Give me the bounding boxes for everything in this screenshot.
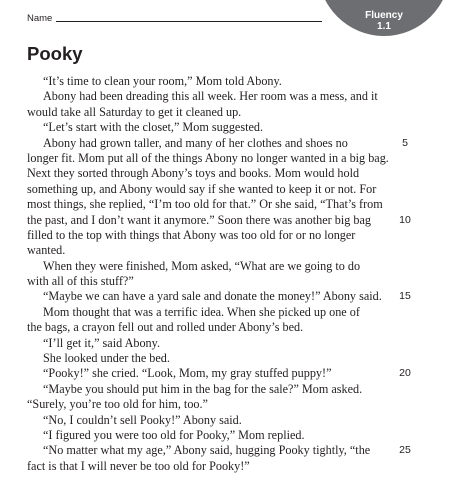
story-line-text: wanted. [27, 243, 66, 258]
story-line-text: “Pooky!” she cried. “Look, Mom, my gray stuffed puppy!” [43, 366, 332, 381]
line-number: 15 [399, 290, 411, 303]
story-line [27, 289, 447, 304]
story-line-text: “Maybe we can have a yard sale and donate the money!” Abony said. [43, 289, 382, 304]
story-line-text: “Let’s start with the closet,” Mom suggested. [43, 120, 264, 135]
story-line [27, 274, 447, 289]
story-line [27, 336, 447, 351]
story-line-text: She looked under the bed. [43, 351, 170, 366]
story-line [27, 428, 447, 443]
story-line-text: “Surely, you’re too old for him, too.” [27, 397, 208, 412]
story-line [27, 213, 447, 228]
story-line [27, 136, 447, 151]
story-line-text: something up, and Abony would say if she wanted to keep it or not. For [27, 181, 377, 196]
story-line-text: fact is that I will never be too old for Pooky!” [27, 458, 250, 473]
story-line-text: Mom thought that was a terrific idea. When she picked up one of [43, 304, 360, 319]
story-line [27, 151, 447, 166]
story-line [27, 397, 447, 412]
story-line-text: the bags, a crayon fell out and rolled under Abony’s bed. [27, 320, 304, 335]
story-line-text: “I’ll get it,” said Abony. [43, 335, 160, 350]
line-number: 20 [399, 367, 411, 380]
story-line-text: Next they sorted through Abony’s toys and books. Mom would hold [27, 166, 360, 181]
story-line [27, 182, 447, 197]
story-line-text: “Maybe you should put him in the bag for the sale?” Mom asked. [43, 381, 363, 396]
story-line-text: the past, and I don’t want it anymore.” Soon there was another big bag [27, 212, 371, 227]
story-line [27, 89, 447, 104]
story-line [27, 305, 447, 320]
story-line [27, 382, 447, 397]
story-line [27, 74, 447, 89]
story-line [27, 259, 447, 274]
story-line [27, 166, 447, 181]
story-line [27, 228, 447, 243]
story-line-text: would take all Saturday to get it cleaned up. [27, 104, 242, 119]
story-title: Pooky [27, 43, 83, 64]
story-line-text: “No matter what my age,” Abony said, hugging Pooky tightly, “the [43, 443, 371, 458]
story-text [27, 74, 447, 474]
badge-title: Fluency [365, 10, 403, 21]
line-number: 10 [399, 213, 411, 226]
story-line-text: Abony had been dreading this all week. Her room was a mess, and it [43, 89, 378, 104]
name-label: Name [27, 13, 53, 24]
story-line-text: with all of this stuff?” [27, 274, 134, 289]
story-line [27, 443, 447, 458]
story-line [27, 459, 447, 474]
line-number: 25 [399, 444, 411, 457]
story-line [27, 197, 447, 212]
story-line [27, 105, 447, 120]
story-line-text: longer fit. Mom put all of the things Abony no longer wanted in a big bag. [27, 150, 389, 165]
badge-number: 1.1 [377, 21, 391, 32]
story-line [27, 366, 447, 381]
story-line-text: “I figured you were too old for Pooky,” Mom replied. [43, 427, 305, 442]
story-line [27, 320, 447, 335]
story-line-text: “It’s time to clean your room,” Mom told Abony. [43, 74, 282, 88]
story-line [27, 413, 447, 428]
story-line-text: Abony had grown taller, and many of her clothes and shoes no [43, 135, 348, 150]
story-line [27, 351, 447, 366]
story-line-text: “No, I couldn’t sell Pooky!” Abony said. [43, 412, 242, 427]
story-line-text: filled to the top with things that Abony was too old for or no longer [27, 227, 356, 242]
name-line [56, 21, 322, 22]
story-line [27, 120, 447, 135]
story-line [27, 243, 447, 258]
line-number: 5 [402, 136, 408, 149]
fluency-badge-label [318, 10, 450, 32]
story-line-text: When they were finished, Mom asked, “What are we going to do [43, 258, 361, 273]
story-line-text: most things, she replied, “I’m too old for that.” Or she said, “That’s from [27, 197, 383, 212]
